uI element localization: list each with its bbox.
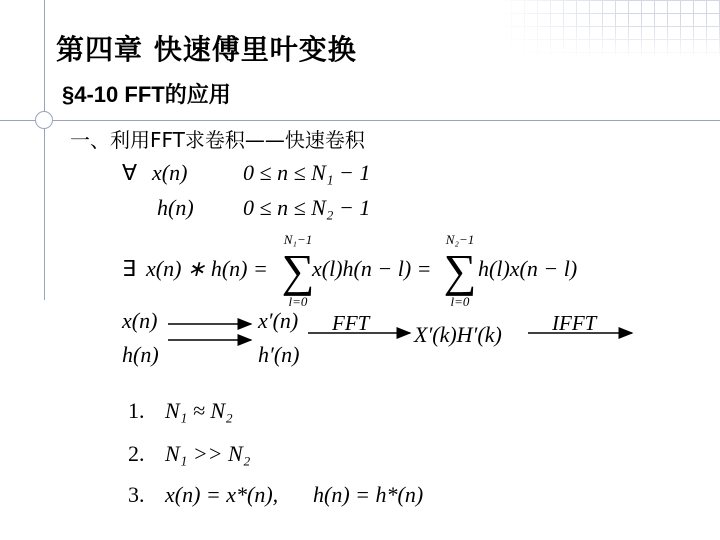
- sum1-upper: N₁−1: [283, 232, 313, 247]
- forall-symbol: ∀: [122, 160, 138, 185]
- flow-mid-x: x′(n): [258, 308, 299, 333]
- fft-label: FFT: [332, 311, 370, 335]
- condition-x-func: x(n): [152, 160, 188, 185]
- case-2-number: 2.: [128, 441, 145, 466]
- exists-symbol: ∃: [122, 256, 136, 281]
- sum2-lower: l=0: [450, 294, 470, 309]
- case-1-number: 1.: [128, 398, 145, 423]
- ifft-label: IFFT: [552, 311, 597, 335]
- condition-h-func: h(n): [157, 195, 194, 220]
- condition-x-range: 0 ≤ n ≤ N₁ − 1: [243, 160, 371, 185]
- flow-input-h: h(n): [122, 342, 159, 367]
- case-1-expr: N₁ ≈ N₂: [165, 398, 233, 423]
- condition-h-range: 0 ≤ n ≤ N₂ − 1: [243, 195, 371, 220]
- case-3-expr: x(n) = x*(n),: [165, 482, 279, 507]
- sum2-upper: N₂−1: [445, 232, 475, 247]
- flow-product: X′(k)H′(k): [414, 322, 502, 347]
- case-2-expr: N₁ >> N₂: [165, 441, 251, 466]
- slide-title: 第四章 快速傅里叶变换: [56, 33, 357, 66]
- sum2-body: h(l)x(n − l): [478, 256, 578, 281]
- subsection-heading: 一、利用FFT求卷积——快速卷积: [70, 128, 365, 152]
- flow-input-x: x(n): [122, 308, 158, 333]
- case-3-number: 3.: [128, 482, 145, 507]
- sigma-icon: ∑: [443, 245, 477, 296]
- sum1-lower: l=0: [288, 294, 308, 309]
- sum1-body: x(l)h(n − l) =: [312, 256, 432, 281]
- convolution-lhs: x(n) ∗ h(n) =: [146, 256, 268, 281]
- section-title: §4-10 FFT的应用: [62, 82, 231, 107]
- sigma-icon: ∑: [281, 245, 315, 296]
- case-3-expr2: h(n) = h*(n): [313, 482, 424, 507]
- flow-mid-h: h′(n): [258, 342, 300, 367]
